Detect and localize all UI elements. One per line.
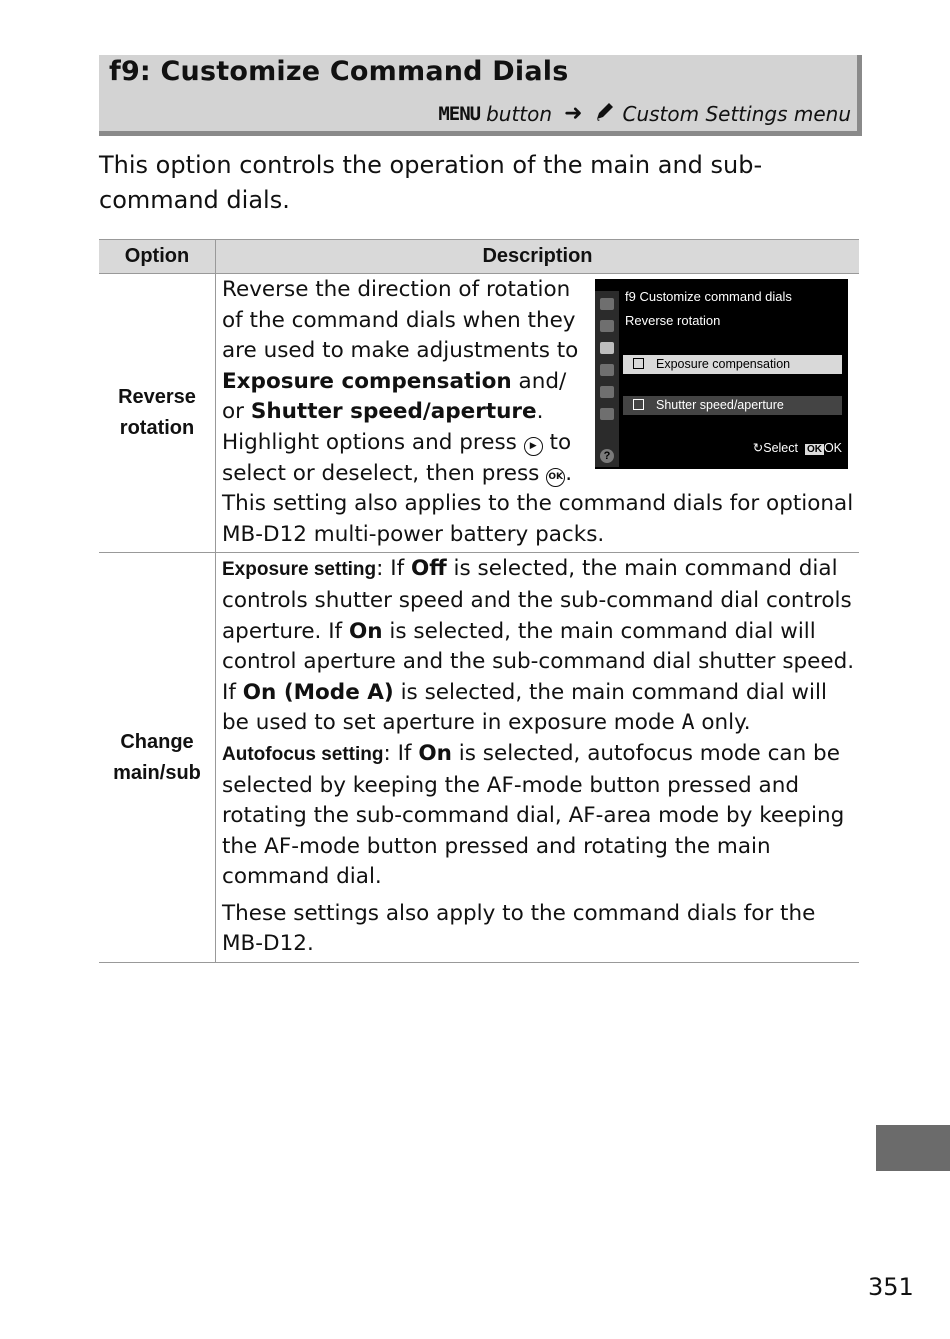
checkbox-icon [633, 358, 644, 369]
ok-button-icon: OK [546, 468, 565, 487]
description-text: ? f9 Customize command dials Reverse rotation Exposure compensation Shutter speed/aperture ↻Select OK OK Reverse the direction of rotation of the command dials when they are used to make adjustments to Exposure compensation and/ or Shutter speed/aperture. Highlight options and press ▶ to select or deselect, then press OK . This setting also applies to the command dials for optional MB-D12 multi-power battery packs. [216, 274, 859, 552]
table-header-row [99, 240, 859, 274]
chapter-tab-marker [876, 1125, 950, 1171]
wrench-tab-icon [600, 364, 614, 376]
mbd12-note: These settings also apply to the command dials for the MB-D12. [222, 900, 816, 957]
screen-title: f9 Customize command dials [625, 289, 792, 304]
battery-pack-note: This setting also applies to the command dials for optional MB-D12 multi-power battery packs. [222, 491, 854, 547]
description-cell [216, 553, 860, 963]
ok-badge-icon: OK [806, 444, 822, 456]
pencil-tab-icon [600, 342, 614, 354]
custom-settings-menu-label: Custom Settings menu [622, 101, 851, 126]
table-row [99, 553, 859, 963]
multi-selector-right-icon: ▶ [524, 437, 543, 456]
breadcrumb [438, 100, 851, 127]
checkbox-icon [633, 399, 644, 410]
exposure-setting-label: Exposure setting [222, 559, 377, 581]
intro-text: This option controls the operation of the main and sub-command dials. [99, 151, 763, 214]
option-name: Change main/sub [99, 553, 216, 963]
menu-button-label: MENU [438, 102, 481, 125]
autofocus-setting-label: Autofocus setting [222, 743, 384, 765]
description-cell [216, 274, 860, 553]
menu-tab-sidebar [595, 291, 619, 467]
arrow-icon: ➜ [564, 101, 583, 126]
page-title: f9: Customize Command Dials [109, 56, 569, 87]
column-header-description: Description [216, 240, 860, 274]
description-text: Exposure setting: If Off is selected, the main command dial controls shutter speed and the sub-command dial controls aperture. If On is selected, the main command dial will control aperture and the sub-command dial shutter speed. If On (Mode A) is selected, the main command dial will be used to set aperture in exposure mode A only. Autofocus setting: If On is selected, autofocus mode can be selected by keeping the AF-mode button pressed and rotating the sub-command dial, AF-area mode by keeping the AF-mode button pressed and rotating the main command dial. These settings also apply to the command dials for the MB-D12. [216, 553, 859, 962]
column-header-option: Option [99, 240, 216, 274]
mode-a-icon: A [681, 710, 695, 736]
screen-footer: ↻Select OK OK [752, 441, 842, 456]
camera-menu-screenshot [595, 279, 848, 469]
help-icon: ? [600, 449, 614, 463]
button-word: button [486, 101, 553, 126]
options-table [99, 239, 859, 963]
option-name: Reverse rotation [99, 274, 216, 553]
playback-tab-icon [600, 298, 614, 310]
my-menu-tab-icon [600, 408, 614, 420]
page-number: 351 [868, 1273, 914, 1301]
screen-option-exposure: Exposure compensation [623, 355, 842, 374]
section-header [99, 55, 862, 136]
retouch-tab-icon [600, 386, 614, 398]
screen-subtitle: Reverse rotation [625, 313, 721, 328]
pencil-icon [594, 100, 616, 127]
screen-option-shutter: Shutter speed/aperture [623, 396, 842, 415]
table-row [99, 274, 859, 553]
camera-tab-icon [600, 320, 614, 332]
